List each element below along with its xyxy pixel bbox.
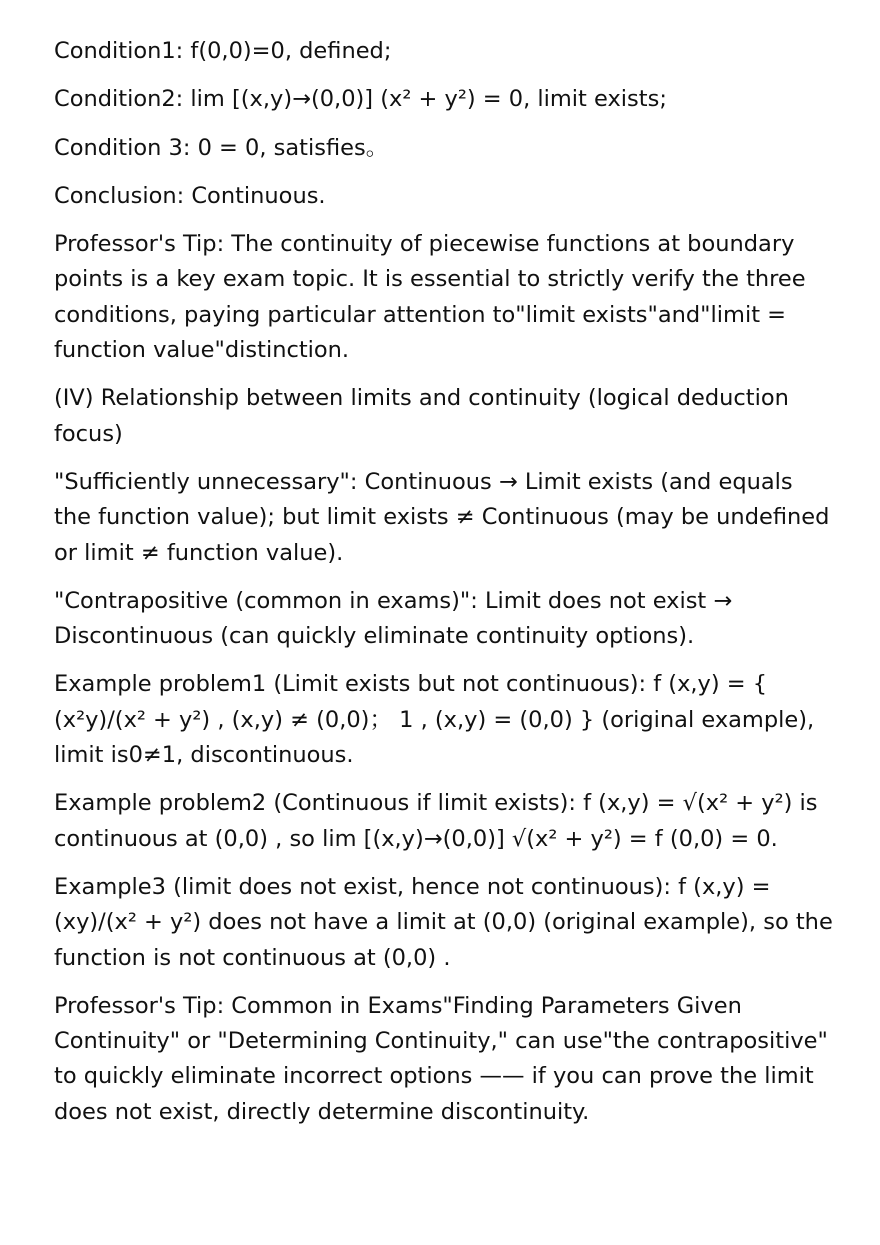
condition-2-line: Condition2: lim [(x,y)→(0,0)] (x² + y²) = 0, limit exists; (54, 86, 667, 113)
example-problem-2: Example problem2 (Continuous if limit exists): f (x,y) = √(x² + y²) is continuous at (0,0) , so lim [(x,y)→(0,0)] √(x² + y²) = f (0,0) = 0. (54, 790, 818, 852)
example-problem-3: Example3 (limit does not exist, hence not continuous): f (x,y) = (xy)/(x² + y²) does not have a limit at (0,0) (original example), so the function is not continuous at (0,0) . (54, 873, 833, 971)
contrapositive-paragraph: "Contrapositive (common in exams)": Limit does not exist → Discontinuous (can quickly eliminate continuity options). (54, 587, 733, 650)
sufficiently-unnecessary-paragraph: "Sufficiently unnecessary": Continuous → Limit exists (and equals the function value); but limit exists ≠ Continuous (may be undefined or limit ≠ function value). (54, 468, 830, 566)
section-heading-iv: (IV) Relationship between limits and continuity (logical deduction focus) (54, 385, 789, 447)
professor-tip-2: Professor's Tip: Common in Exams"Finding Parameters Given Continuity" or "Determining Continuity," can use"the contrapositive" to quickly eliminate incorrect options —— if you can prove the limit does not exist, directly determine discontinuity. (54, 992, 828, 1125)
professor-tip-1: Professor's Tip: The continuity of piecewise functions at boundary points is a key exam topic. It is essential to strictly verify the three conditions, paying particular attention to"limit exists"and"limit = function value"distinction. (54, 231, 806, 364)
document-body (54, 34, 834, 1143)
condition-1-line: Condition1: f(0,0)=0, defined; (54, 38, 392, 64)
condition-3-line: Condition 3: 0 = 0, satisfies。 (54, 134, 389, 161)
example-problem-1: Example problem1 (Limit exists but not continuous): f (x,y) = { (x²y)/(x² + y²) , (x,y) ≠ (0,0)； 1 , (x,y) = (0,0) } (original example), limit is0≠1, discontinuous. (54, 671, 815, 769)
conclusion-line: Conclusion: Continuous. (54, 182, 326, 209)
